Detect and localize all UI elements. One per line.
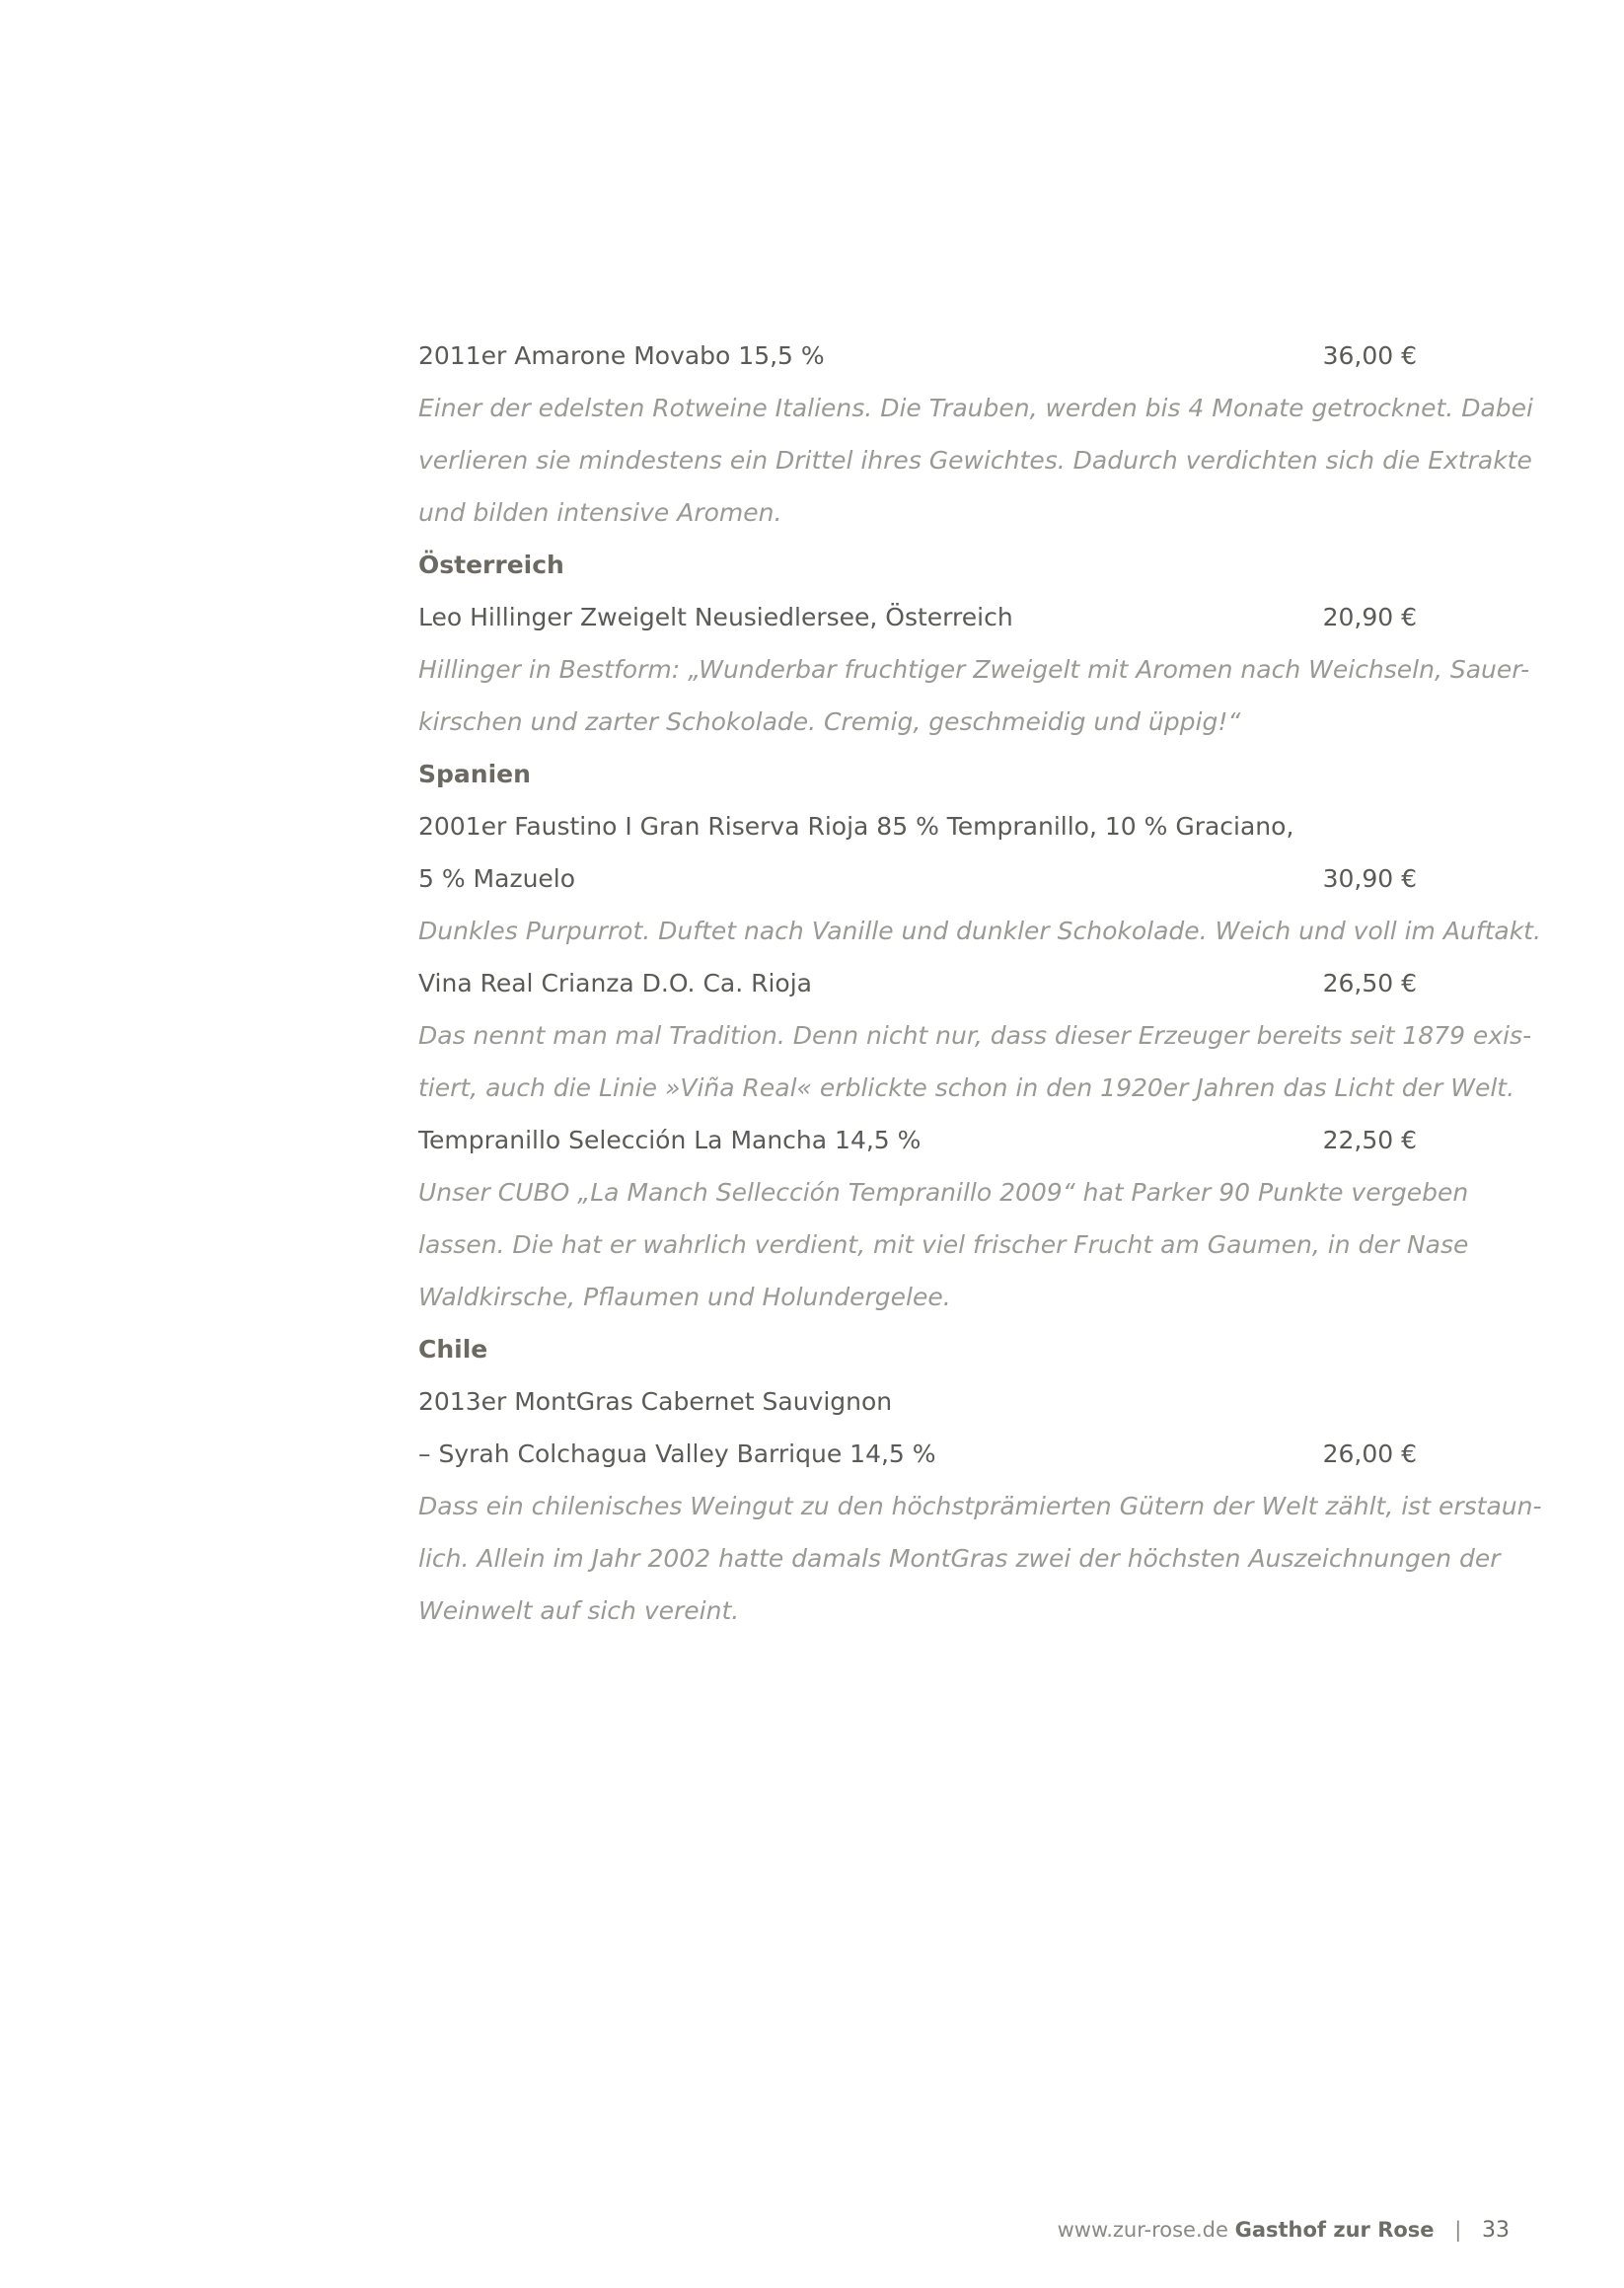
wine-name: Vina Real Crianza D.O. Ca. Rioja (418, 969, 812, 997)
wine-price: 30,90 € (1322, 864, 1417, 893)
page-number: 33 (1482, 2218, 1510, 2243)
wine-description: Dunkles Purpurrot. Duftet nach Vanille und dunkler Schokolade. Weich und voll im Auftakt. (418, 917, 1541, 945)
wine-description: lassen. Die hat er wahrlich verdient, mit viel frischer Frucht am Gaumen, in der Nase (418, 1230, 1469, 1259)
wine-description: Weinwelt auf sich vereint. (418, 1596, 740, 1625)
wine-description: Unser CUBO „La Manch Sellección Tempranillo 2009“ hat Parker 90 Punkte vergeben (418, 1178, 1469, 1207)
wine-description: und bilden intensive Aromen. (418, 498, 782, 527)
wine-name: 5 % Mazuelo (418, 864, 576, 893)
wine-item (418, 1120, 1417, 1172)
wine-item (418, 858, 1417, 911)
footer-brand: Gasthof zur Rose (1234, 2218, 1435, 2242)
wine-price: 20,90 € (1322, 603, 1417, 631)
footer-separator: | (1454, 2218, 1462, 2242)
wine-name: 2001er Faustino I Gran Riserva Rioja 85 % Tempranillo, 10 % Graciano, (418, 812, 1294, 841)
wine-description: Das nennt man mal Tradition. Denn nicht nur, dass dieser Erzeuger bereits seit 1879 exis- (418, 1021, 1532, 1050)
wine-name: 2013er MontGras Cabernet Sauvignon (418, 1387, 893, 1416)
wine-price: 26,50 € (1322, 969, 1417, 997)
wine-name: 2011er Amarone Movabo 15,5 % (418, 341, 825, 370)
wine-description: Dass ein chilenisches Weingut zu den höchstprämierten Gütern der Welt zählt, ist erstaun- (418, 1492, 1542, 1520)
wine-list (418, 335, 1542, 1643)
wine-item (418, 1381, 1417, 1434)
wine-item (418, 597, 1417, 649)
wine-price: 26,00 € (1322, 1439, 1417, 1468)
wine-description: kirschen und zarter Schokolade. Cremig, geschmeidig und üppig!“ (418, 707, 1241, 736)
wine-description: verlieren sie mindestens ein Drittel ihres Gewichtes. Dadurch verdichten sich die Extrakte (418, 446, 1532, 475)
wine-description: Hillinger in Bestform: „Wunderbar fruchtiger Zweigelt mit Aromen nach Weichseln, Sauer- (418, 655, 1530, 684)
wine-description: lich. Allein im Jahr 2002 hatte damals MontGras zwei der höchsten Auszeichnungen der (418, 1544, 1501, 1573)
wine-item (418, 335, 1417, 388)
footer-url: www.zur-rose.de (1057, 2218, 1228, 2242)
wine-description: tiert, auch die Linie »Viña Real« erblickte schon in den 1920er Jahren das Licht der Welt. (418, 1073, 1515, 1102)
wine-item (418, 963, 1417, 1015)
wine-item (418, 806, 1417, 858)
wine-name: – Syrah Colchagua Valley Barrique 14,5 % (418, 1439, 936, 1468)
wine-description: Einer der edelsten Rotweine Italiens. Die Trauben, werden bis 4 Monate getrocknet. Dabei (418, 394, 1533, 422)
wine-price: 36,00 € (1322, 341, 1417, 370)
wine-item (418, 1434, 1417, 1486)
wine-price: 22,50 € (1322, 1126, 1417, 1154)
region-heading: Chile (418, 1335, 488, 1364)
wine-name: Leo Hillinger Zweigelt Neusiedlersee, Österreich (418, 603, 1013, 631)
region-heading: Spanien (418, 760, 531, 788)
region-heading: Österreich (418, 551, 564, 579)
wine-description: Waldkirsche, Pflaumen und Holundergelee. (418, 1283, 951, 1311)
wine-name: Tempranillo Selección La Mancha 14,5 % (418, 1126, 922, 1154)
page-footer (1058, 2218, 1510, 2243)
